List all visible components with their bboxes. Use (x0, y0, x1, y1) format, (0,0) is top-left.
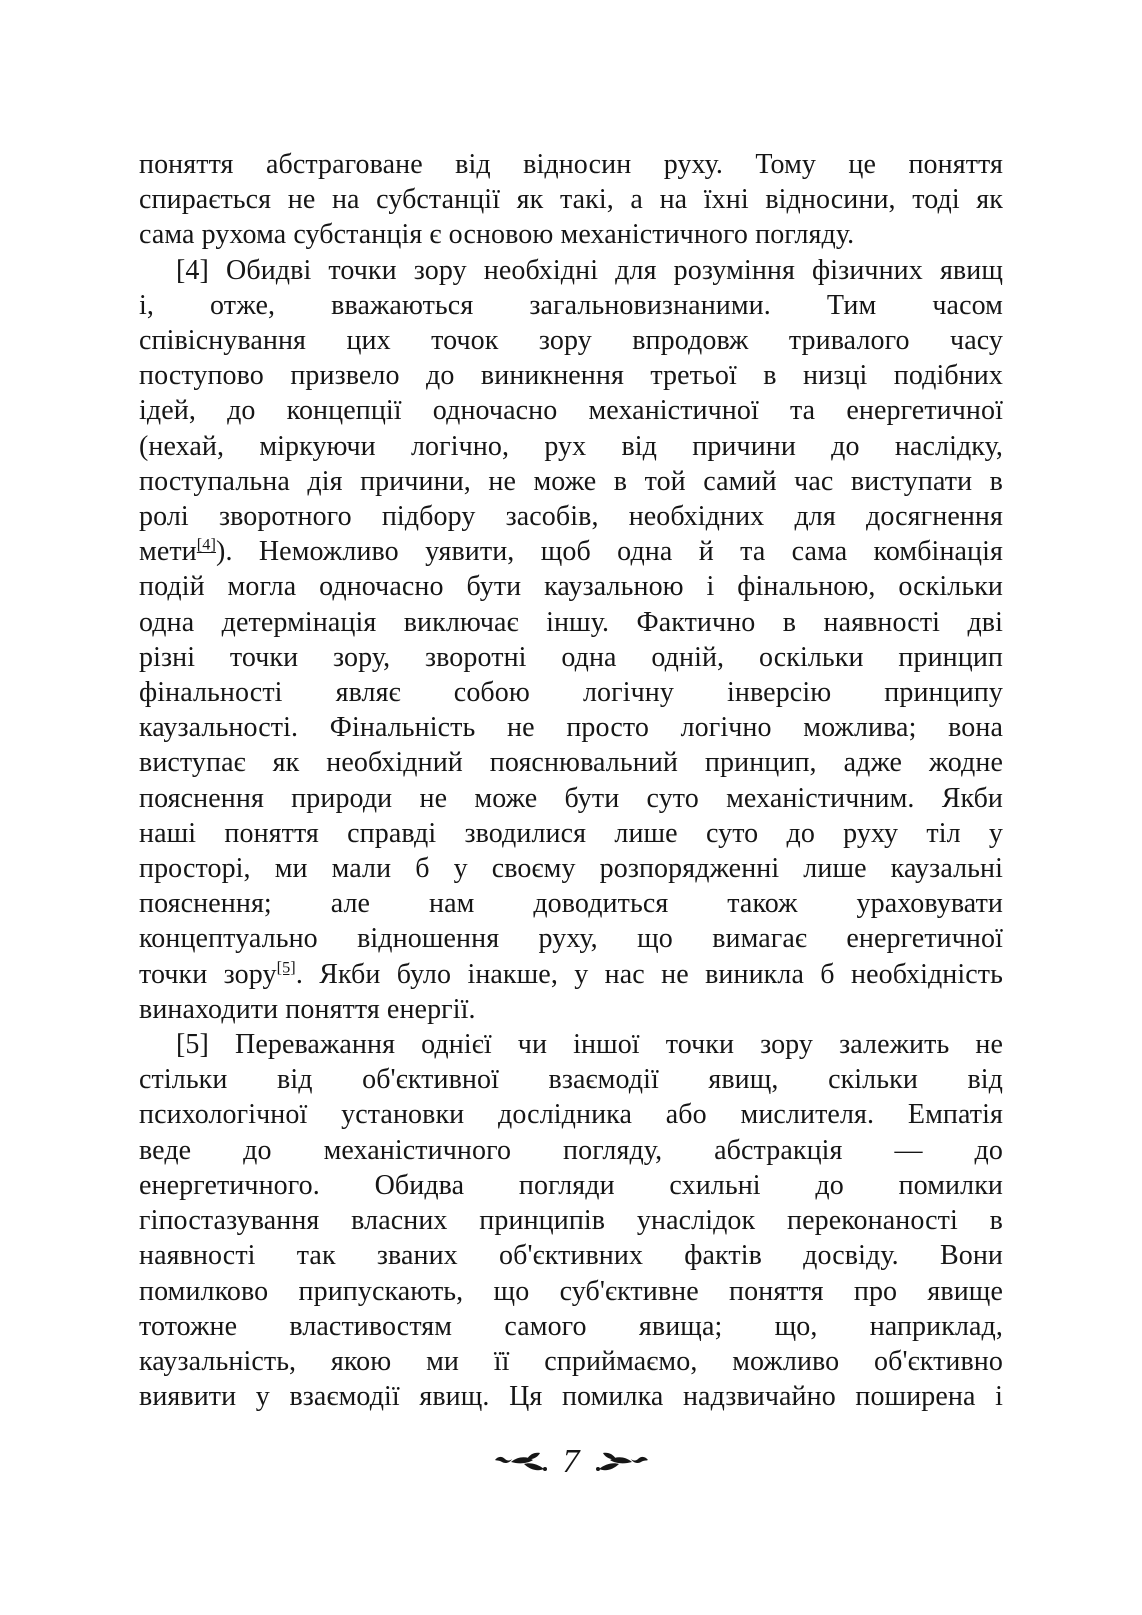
text-line: ідей, до концепції одночасно механістичної та енергетичної (139, 395, 1003, 427)
text-line: різні точки зору, зворотні одна одній, оскільки принцип (139, 641, 1003, 673)
text-line: пояснення природи не може бути суто механістичним. Якби (139, 782, 1003, 814)
text-line: виявити у взаємодії явищ. Ця помилка надзвичайно поширена і (139, 1381, 1003, 1413)
text-line: тотожне властивостям самого явища; що, наприклад, (139, 1310, 1003, 1342)
text-line: ролі зворотного підбору засобів, необхідних для досягнення (139, 501, 1003, 533)
text-line: наші поняття справді зводилися лише суто до руху тіл у (139, 817, 1003, 849)
floral-ornament-left-icon (494, 1449, 548, 1475)
footnote-ref-4[interactable]: [4] (196, 535, 217, 554)
text-block (139, 147, 1003, 1414)
text-line: співіснування цих точок зору впродовж тривалого часу (139, 325, 1003, 357)
text-line: спирається не на субстанції як такі, а на їхні відносини, тоді як (139, 184, 1003, 216)
text-line: винаходити поняття енергії. (139, 993, 476, 1025)
page-number: 7 (562, 1443, 580, 1480)
text-line: [5] Переважання однієї чи іншої точки зору залежить не (176, 1029, 1003, 1061)
text-line: психологічної установки дослідника або мислителя. Емпатія (139, 1099, 1003, 1131)
page-footer (0, 1445, 1142, 1479)
text-line: поступальна дія причини, не може в той самий час виступати в (139, 465, 1003, 497)
text-line: сама рухома субстанція є основою механістичного погляду. (139, 219, 855, 251)
text-line: подій могла одночасно бути каузальною і фінальною, оскільки (139, 571, 1003, 603)
text-line: фінальності являє собою логічну інверсію принципу (139, 677, 1003, 709)
text-line: поняття абстраговане від відносин руху. Тому це поняття (139, 149, 1003, 180)
text-line: гіпостазування власних принципів унаслідок переконаності в (139, 1205, 1003, 1237)
text-line: пояснення; але нам доводиться також ураховувати (139, 888, 1003, 920)
text-line: наявності так званих об'єктивних фактів досвіду. Вони (139, 1240, 1003, 1272)
paragraph (139, 1027, 1003, 1414)
text-line: веде до механістичного погляду, абстракція — до (139, 1134, 1003, 1166)
text-line: каузальності. Фінальність не просто логічно можлива; вона (139, 712, 1003, 744)
text-line: каузальність, якою ми її сприймаємо, можливо об'єктивно (139, 1345, 1003, 1377)
text-line: [4] Обидві точки зору необхідні для розуміння фізичних явищ (176, 254, 1003, 286)
paragraph (139, 253, 1003, 1027)
text-line: (нехай, міркуючи логічно, рух від причини до наслідку, (139, 430, 1003, 462)
text-line: енергетичного. Обидва погляди схильні до помилки (139, 1169, 1003, 1201)
text-line: концептуально відношення руху, що вимагає енергетичної (139, 923, 1003, 955)
text-line: поступово призвело до виникнення третьої в низці подібних (139, 360, 1003, 392)
text-line: виступає як необхідний пояснювальний принцип, адже жодне (139, 747, 1003, 779)
text-line: одна детермінація виключає іншу. Фактично в наявності дві (139, 606, 1003, 638)
text-line: помилково припускають, що суб'єктивне поняття про явище (139, 1275, 1003, 1307)
text-line: мети[4]). Неможливо уявити, щоб одна й та сама комбінація (139, 535, 1003, 568)
text-line: і, отже, вважаються загальновизнаними. Тим часом (139, 289, 1003, 321)
floral-ornament-right-icon (595, 1449, 649, 1475)
text-line: стільки від об'єктивної взаємодії явищ, скільки від (139, 1064, 1003, 1096)
text-line: просторі, ми мали б у своєму розпорядженні лише каузальні (139, 853, 1003, 885)
text-line: точки зору[5]. Якби було інакше, у нас не виникла б необхідність (139, 958, 1004, 990)
paragraph (139, 147, 1003, 253)
footnote-ref-5[interactable]: [5] (276, 958, 296, 977)
